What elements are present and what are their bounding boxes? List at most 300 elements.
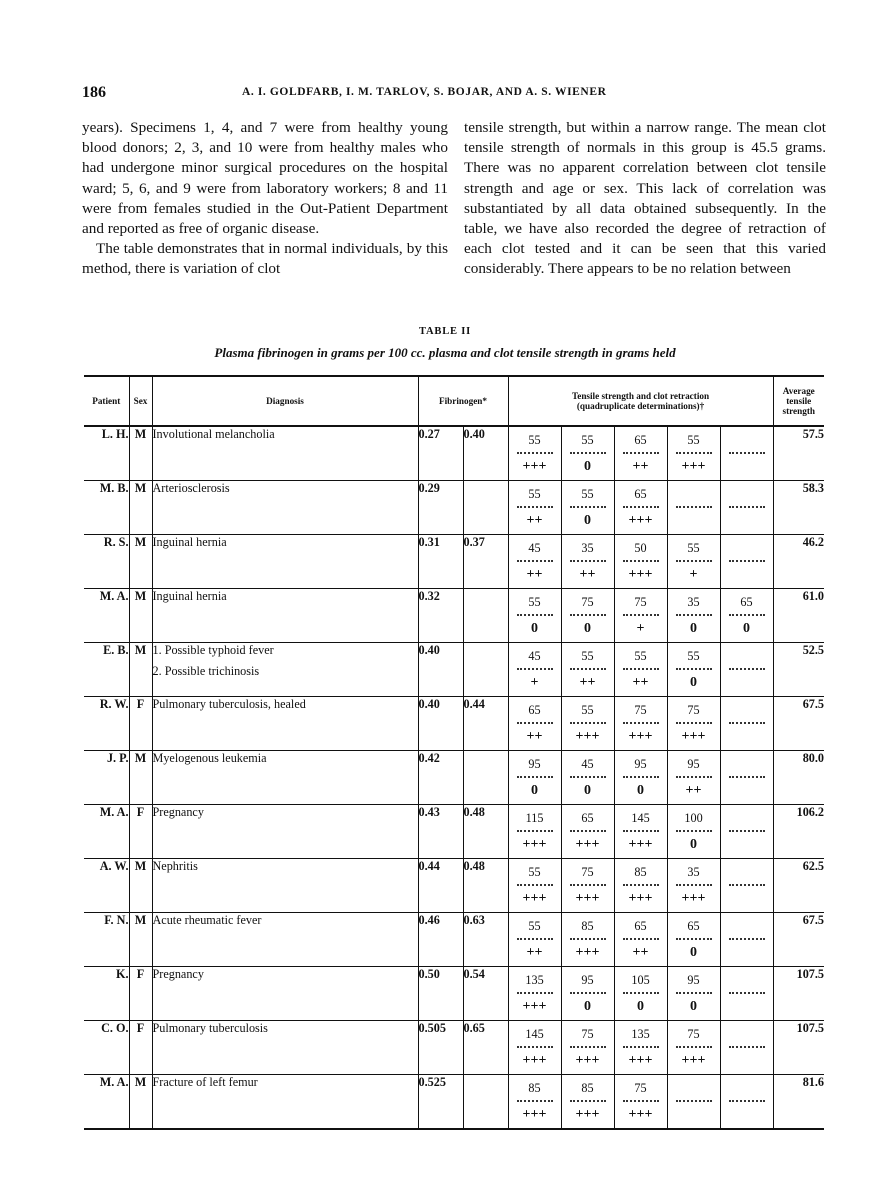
- cell-tensile: [614, 481, 667, 535]
- diagnosis-line: Fracture of left femur: [152, 1075, 258, 1089]
- retraction-value: +++: [522, 837, 547, 852]
- retraction-value: +++: [628, 729, 653, 744]
- tensile-value: [729, 427, 765, 454]
- retraction-value: +++: [575, 891, 600, 906]
- cell-tensile: [561, 1021, 614, 1075]
- tensile-value: 75: [570, 859, 606, 886]
- cell-tensile: [508, 535, 561, 589]
- cell-fibrinogen-1: 0.31: [418, 535, 463, 589]
- cell-sex: M: [129, 751, 152, 805]
- header-sex: Sex: [129, 376, 152, 426]
- cell-fibrinogen-2: 0.54: [463, 967, 508, 1021]
- table-row: [84, 535, 824, 589]
- cell-tensile: [614, 751, 667, 805]
- diagnosis-line: Inguinal hernia: [152, 535, 227, 549]
- diagnosis-line: Acute rheumatic fever: [152, 913, 262, 927]
- retraction-value: +++: [681, 459, 706, 474]
- cell-tensile: [720, 805, 773, 859]
- cell-average: 107.5: [773, 967, 824, 1021]
- retraction-value: +: [689, 567, 698, 582]
- cell-tensile: [561, 697, 614, 751]
- cell-fibrinogen-2: 0.65: [463, 1021, 508, 1075]
- cell-diagnosis: [152, 697, 418, 751]
- tensile-value: 65: [517, 697, 553, 724]
- retraction-value: ++: [526, 945, 543, 960]
- tensile-value: 35: [676, 859, 712, 886]
- retraction-value: [721, 670, 773, 696]
- cell-sex: M: [129, 426, 152, 481]
- tensile-value: 55: [676, 427, 712, 454]
- diagnosis-line: Inguinal hernia: [152, 589, 227, 603]
- cell-patient: K.: [84, 967, 129, 1021]
- cell-tensile: [667, 859, 720, 913]
- tensile-value: 95: [676, 967, 712, 994]
- retraction-value: +++: [522, 1107, 547, 1122]
- retraction-value: 0: [584, 999, 592, 1014]
- tensile-value: 85: [570, 913, 606, 940]
- table-row: [84, 426, 824, 481]
- cell-tensile: [667, 535, 720, 589]
- cell-tensile: [561, 426, 614, 481]
- retraction-value: ++: [685, 783, 702, 798]
- cell-tensile: [720, 751, 773, 805]
- table-row: [84, 751, 824, 805]
- cell-tensile: [614, 426, 667, 481]
- retraction-value: 0: [584, 621, 592, 636]
- retraction-value: 0: [637, 783, 645, 798]
- retraction-value: 0: [637, 999, 645, 1014]
- retraction-value: 0: [584, 783, 592, 798]
- cell-fibrinogen-1: 0.27: [418, 426, 463, 481]
- retraction-value: ++: [526, 513, 543, 528]
- cell-sex: F: [129, 1021, 152, 1075]
- header-average: Average tensile strength: [773, 376, 824, 426]
- retraction-value: [721, 562, 773, 588]
- cell-sex: M: [129, 859, 152, 913]
- cell-tensile: [561, 481, 614, 535]
- tensile-value: 135: [517, 967, 553, 994]
- cell-diagnosis: [152, 805, 418, 859]
- tensile-value: 55: [676, 535, 712, 562]
- retraction-value: +++: [681, 891, 706, 906]
- cell-patient: A. W.: [84, 859, 129, 913]
- table-row: [84, 967, 824, 1021]
- cell-fibrinogen-2: [463, 589, 508, 643]
- fibrinogen-table: [84, 375, 824, 1130]
- tensile-value: 65: [623, 481, 659, 508]
- retraction-value: +++: [575, 945, 600, 960]
- header-fibrinogen: Fibrinogen*: [418, 376, 508, 426]
- retraction-value: 0: [584, 513, 592, 528]
- tensile-value: 35: [676, 589, 712, 616]
- tensile-value: [729, 751, 765, 778]
- cell-fibrinogen-2: 0.37: [463, 535, 508, 589]
- retraction-value: +++: [628, 567, 653, 582]
- cell-tensile: [667, 697, 720, 751]
- cell-tensile: [614, 1021, 667, 1075]
- table-caption: Plasma fibrinogen in grams per 100 cc. plasma and clot tensile strength in grams held: [214, 345, 676, 360]
- retraction-value: 0: [531, 783, 539, 798]
- tensile-value: 50: [623, 535, 659, 562]
- cell-diagnosis: [152, 426, 418, 481]
- table-row: [84, 1075, 824, 1130]
- cell-tensile: [614, 805, 667, 859]
- retraction-value: [721, 1102, 773, 1128]
- tensile-value: 75: [623, 697, 659, 724]
- table-row: [84, 805, 824, 859]
- retraction-value: 0: [690, 621, 698, 636]
- cell-tensile: [614, 967, 667, 1021]
- tensile-value: [729, 643, 765, 670]
- cell-fibrinogen-1: 0.50: [418, 967, 463, 1021]
- cell-patient: E. B.: [84, 643, 129, 697]
- retraction-value: 0: [743, 621, 751, 636]
- tensile-value: 105: [623, 967, 659, 994]
- cell-fibrinogen-1: 0.46: [418, 913, 463, 967]
- cell-tensile: [614, 859, 667, 913]
- cell-fibrinogen-2: [463, 481, 508, 535]
- tensile-value: 145: [517, 1021, 553, 1048]
- tensile-value: 85: [517, 1075, 553, 1102]
- cell-tensile: [561, 643, 614, 697]
- header-diagnosis: Diagnosis: [152, 376, 418, 426]
- cell-sex: F: [129, 805, 152, 859]
- retraction-value: ++: [579, 567, 596, 582]
- tensile-value: 55: [570, 697, 606, 724]
- tensile-value: [729, 805, 765, 832]
- diagnosis-line: Pulmonary tuberculosis, healed: [152, 697, 306, 711]
- cell-tensile: [561, 535, 614, 589]
- cell-average: 81.6: [773, 1075, 824, 1130]
- tensile-value: 55: [517, 481, 553, 508]
- table-row: [84, 481, 824, 535]
- cell-sex: M: [129, 913, 152, 967]
- retraction-value: +++: [575, 729, 600, 744]
- tensile-value: 55: [517, 427, 553, 454]
- cell-patient: M. B.: [84, 481, 129, 535]
- retraction-value: 0: [690, 675, 698, 690]
- retraction-value: +++: [522, 1053, 547, 1068]
- tensile-value: 95: [623, 751, 659, 778]
- cell-tensile: [720, 426, 773, 481]
- retraction-value: [668, 1102, 720, 1128]
- cell-tensile: [508, 751, 561, 805]
- retraction-value: +++: [522, 459, 547, 474]
- cell-patient: M. A.: [84, 805, 129, 859]
- cell-patient: R. W.: [84, 697, 129, 751]
- cell-fibrinogen-1: 0.525: [418, 1075, 463, 1130]
- tensile-value: [729, 535, 765, 562]
- cell-patient: M. A.: [84, 1075, 129, 1130]
- tensile-value: 75: [676, 697, 712, 724]
- cell-diagnosis: [152, 589, 418, 643]
- retraction-value: ++: [526, 729, 543, 744]
- cell-fibrinogen-2: 0.44: [463, 697, 508, 751]
- table-row: [84, 1021, 824, 1075]
- tensile-value: 135: [623, 1021, 659, 1048]
- cell-tensile: [508, 697, 561, 751]
- cell-fibrinogen-2: [463, 751, 508, 805]
- cell-fibrinogen-1: 0.32: [418, 589, 463, 643]
- cell-average: 80.0: [773, 751, 824, 805]
- tensile-value: 115: [517, 805, 553, 832]
- retraction-value: ++: [632, 945, 649, 960]
- retraction-value: [721, 778, 773, 804]
- cell-tensile: [614, 913, 667, 967]
- cell-tensile: [667, 1075, 720, 1130]
- tensile-value: [729, 1075, 765, 1102]
- cell-fibrinogen-1: 0.42: [418, 751, 463, 805]
- tensile-value: 45: [517, 535, 553, 562]
- header-patient: Patient: [84, 376, 129, 426]
- cell-tensile: [614, 589, 667, 643]
- cell-tensile: [720, 697, 773, 751]
- cell-fibrinogen-2: [463, 643, 508, 697]
- tensile-value: 145: [623, 805, 659, 832]
- tensile-value: 65: [570, 805, 606, 832]
- tensile-value: 35: [570, 535, 606, 562]
- cell-patient: M. A.: [84, 589, 129, 643]
- cell-sex: M: [129, 643, 152, 697]
- retraction-value: +++: [575, 1107, 600, 1122]
- cell-diagnosis: [152, 481, 418, 535]
- cell-tensile: [508, 1021, 561, 1075]
- retraction-value: 0: [690, 999, 698, 1014]
- page-number: 186: [82, 84, 106, 101]
- retraction-value: +++: [628, 1053, 653, 1068]
- tensile-value: 85: [623, 859, 659, 886]
- cell-sex: F: [129, 967, 152, 1021]
- paragraph: tensile strength, but within a narrow range. The mean clot tensile strength of normals in this group is 45.5 grams. There was no apparent correlation between clot tensile strength and age or sex. This lack of correlation was substantiated by all data obtained subsequently. In the table, we have also recorded the degree of retraction of each clot tested and it can be seen that this varied considerably. There appears to be no relation between: [464, 119, 826, 278]
- diagnosis-line: Myelogenous leukemia: [152, 751, 267, 765]
- body-column-right: [464, 118, 826, 280]
- diagnosis-line: Pregnancy: [152, 805, 204, 819]
- cell-sex: M: [129, 589, 152, 643]
- cell-tensile: [667, 751, 720, 805]
- tensile-value: 65: [729, 589, 765, 616]
- cell-tensile: [614, 1075, 667, 1130]
- cell-tensile: [667, 643, 720, 697]
- cell-diagnosis: [152, 967, 418, 1021]
- table-label: TABLE II: [418, 326, 471, 337]
- tensile-value: 55: [517, 589, 553, 616]
- cell-tensile: [561, 913, 614, 967]
- cell-tensile: [561, 967, 614, 1021]
- cell-tensile: [667, 481, 720, 535]
- cell-tensile: [614, 643, 667, 697]
- table-row: [84, 913, 824, 967]
- cell-diagnosis: [152, 751, 418, 805]
- cell-fibrinogen-1: 0.43: [418, 805, 463, 859]
- cell-fibrinogen-2: [463, 1075, 508, 1130]
- cell-tensile: [667, 805, 720, 859]
- cell-tensile: [720, 589, 773, 643]
- cell-sex: M: [129, 535, 152, 589]
- retraction-value: +++: [628, 837, 653, 852]
- cell-patient: R. S.: [84, 535, 129, 589]
- cell-fibrinogen-1: 0.40: [418, 643, 463, 697]
- cell-tensile: [667, 1021, 720, 1075]
- cell-tensile: [508, 805, 561, 859]
- cell-tensile: [720, 1075, 773, 1130]
- cell-sex: M: [129, 481, 152, 535]
- table-row: [84, 589, 824, 643]
- cell-tensile: [720, 535, 773, 589]
- tensile-value: 45: [570, 751, 606, 778]
- diagnosis-line: Pregnancy: [152, 967, 204, 981]
- cell-average: 106.2: [773, 805, 824, 859]
- cell-average: 58.3: [773, 481, 824, 535]
- retraction-value: [721, 832, 773, 858]
- cell-tensile: [667, 913, 720, 967]
- cell-average: 107.5: [773, 1021, 824, 1075]
- tensile-value: [729, 913, 765, 940]
- retraction-value: [721, 454, 773, 480]
- retraction-value: +++: [628, 513, 653, 528]
- cell-fibrinogen-1: 0.505: [418, 1021, 463, 1075]
- tensile-value: 55: [570, 481, 606, 508]
- cell-patient: F. N.: [84, 913, 129, 967]
- tensile-value: 95: [517, 751, 553, 778]
- diagnosis-line: Pulmonary tuberculosis: [152, 1021, 268, 1035]
- tensile-value: 75: [570, 589, 606, 616]
- retraction-value: [721, 994, 773, 1020]
- header-tensile: [508, 376, 773, 426]
- header-tensile-subtitle: (quadruplicate determinations)†: [576, 401, 705, 411]
- cell-tensile: [720, 1021, 773, 1075]
- retraction-value: 0: [584, 459, 592, 474]
- table-row: [84, 643, 824, 697]
- body-column-left: [82, 118, 448, 280]
- cell-tensile: [508, 481, 561, 535]
- diagnosis-line: Nephritis: [152, 859, 198, 873]
- retraction-value: +: [530, 675, 539, 690]
- table-header-row: [84, 376, 824, 426]
- tensile-value: 100: [676, 805, 712, 832]
- cell-diagnosis: [152, 535, 418, 589]
- cell-tensile: [508, 643, 561, 697]
- cell-diagnosis: [152, 1075, 418, 1130]
- tensile-value: 75: [570, 1021, 606, 1048]
- tensile-value: [729, 1021, 765, 1048]
- retraction-value: +++: [628, 1107, 653, 1122]
- cell-fibrinogen-2: 0.48: [463, 859, 508, 913]
- cell-tensile: [614, 535, 667, 589]
- cell-sex: F: [129, 697, 152, 751]
- cell-fibrinogen-2: 0.40: [463, 426, 508, 481]
- retraction-value: 0: [690, 945, 698, 960]
- table-row: [84, 697, 824, 751]
- diagnosis-line: 1. Possible typhoid fever: [152, 643, 274, 657]
- cell-average: 67.5: [773, 913, 824, 967]
- cell-fibrinogen-1: 0.44: [418, 859, 463, 913]
- tensile-value: 95: [570, 967, 606, 994]
- table-body: [84, 426, 824, 1129]
- table-row: [84, 859, 824, 913]
- tensile-value: [729, 697, 765, 724]
- cell-fibrinogen-2: 0.63: [463, 913, 508, 967]
- retraction-value: +++: [575, 837, 600, 852]
- cell-fibrinogen-2: 0.48: [463, 805, 508, 859]
- retraction-value: [721, 886, 773, 912]
- retraction-value: +++: [522, 891, 547, 906]
- cell-tensile: [720, 967, 773, 1021]
- tensile-value: 85: [570, 1075, 606, 1102]
- tensile-value: 75: [623, 589, 659, 616]
- cell-diagnosis: [152, 913, 418, 967]
- retraction-value: [721, 508, 773, 534]
- cell-average: 57.5: [773, 426, 824, 481]
- tensile-value: 65: [623, 913, 659, 940]
- retraction-value: [721, 940, 773, 966]
- cell-tensile: [667, 589, 720, 643]
- retraction-value: ++: [632, 459, 649, 474]
- running-head: [82, 84, 822, 104]
- tensile-value: [676, 481, 712, 508]
- retraction-value: 0: [690, 837, 698, 852]
- cell-tensile: [508, 913, 561, 967]
- cell-diagnosis: [152, 1021, 418, 1075]
- tensile-value: 55: [570, 427, 606, 454]
- tensile-value: 45: [517, 643, 553, 670]
- cell-tensile: [561, 805, 614, 859]
- cell-tensile: [667, 967, 720, 1021]
- tensile-value: 65: [676, 913, 712, 940]
- cell-tensile: [720, 481, 773, 535]
- diagnosis-line: 2. Possible trichinosis: [152, 664, 260, 678]
- cell-fibrinogen-1: 0.40: [418, 697, 463, 751]
- cell-patient: L. H.: [84, 426, 129, 481]
- retraction-value: [721, 724, 773, 750]
- retraction-value: +++: [522, 999, 547, 1014]
- running-head-authors: A. I. GOLDFARB, I. M. TARLOV, S. BOJAR, AND A. S. WIENER: [242, 86, 607, 98]
- cell-tensile: [561, 859, 614, 913]
- cell-tensile: [720, 913, 773, 967]
- paragraph: The table demonstrates that in normal individuals, by this method, there is variation of clot: [82, 240, 448, 278]
- cell-average: 61.0: [773, 589, 824, 643]
- cell-fibrinogen-1: 0.29: [418, 481, 463, 535]
- retraction-value: +++: [575, 1053, 600, 1068]
- tensile-value: 55: [517, 913, 553, 940]
- cell-patient: C. O.: [84, 1021, 129, 1075]
- retraction-value: [721, 1048, 773, 1074]
- retraction-value: +++: [681, 1053, 706, 1068]
- tensile-value: 75: [623, 1075, 659, 1102]
- cell-patient: J. P.: [84, 751, 129, 805]
- cell-average: 52.5: [773, 643, 824, 697]
- retraction-value: +: [636, 621, 645, 636]
- tensile-value: 55: [676, 643, 712, 670]
- cell-tensile: [667, 426, 720, 481]
- cell-average: 62.5: [773, 859, 824, 913]
- tensile-value: 55: [517, 859, 553, 886]
- cell-tensile: [508, 426, 561, 481]
- retraction-value: ++: [526, 567, 543, 582]
- cell-tensile: [561, 751, 614, 805]
- cell-tensile: [720, 859, 773, 913]
- tensile-value: [729, 481, 765, 508]
- paragraph: years). Specimens 1, 4, and 7 were from healthy young blood donors; 2, 3, and 10 were from healthy males who had undergone minor surgical procedures on the hospital ward; 5, 6, and 9 were from laboratory workers; 8 and 11 were from females studied in the Out-Patient Department and reported as free of organic disease.: [82, 119, 448, 238]
- cell-tensile: [561, 589, 614, 643]
- retraction-value: 0: [531, 621, 539, 636]
- cell-average: 46.2: [773, 535, 824, 589]
- tensile-value: 95: [676, 751, 712, 778]
- cell-average: 67.5: [773, 697, 824, 751]
- cell-tensile: [508, 589, 561, 643]
- cell-tensile: [508, 967, 561, 1021]
- retraction-value: +++: [628, 891, 653, 906]
- diagnosis-line: Arteriosclerosis: [152, 481, 230, 495]
